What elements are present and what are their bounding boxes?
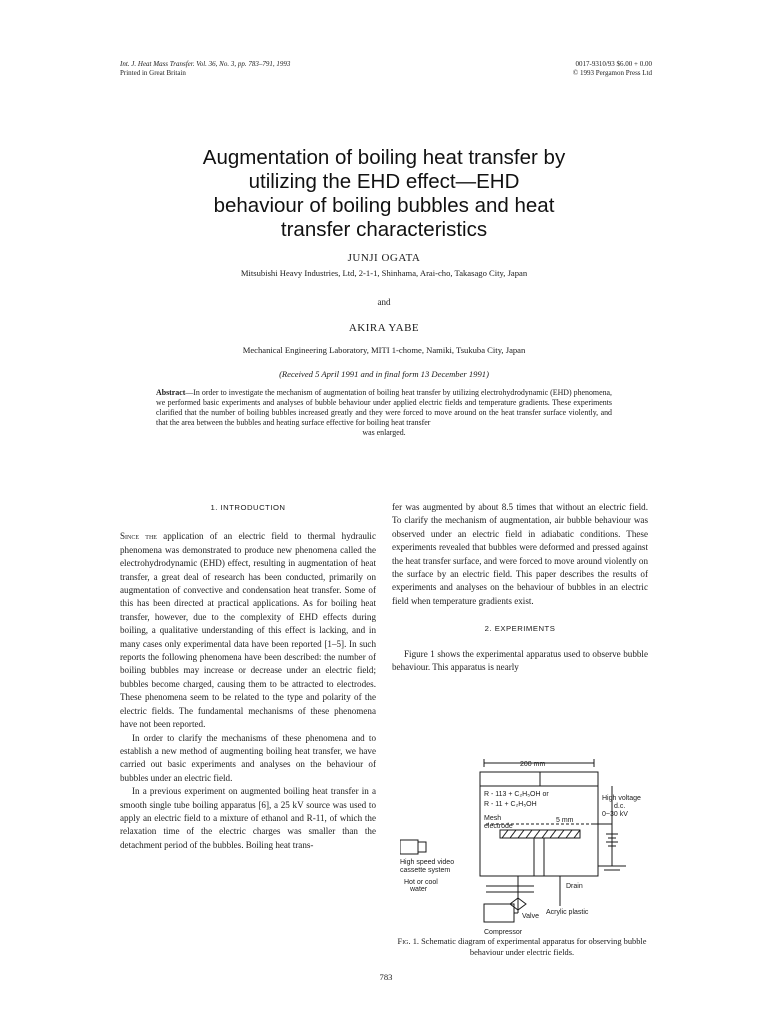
author-name: AKIRA YABE [348, 322, 420, 334]
voltage-label: d.c. [614, 803, 626, 810]
right-column [392, 501, 648, 674]
paragraph: In order to clarify the mechanisms of these phenomena and to establish a new method of augmenting boiling heat transfer, we have carried out basic experiments and analyses on the behaviour of bubbles under an electric field. [120, 732, 376, 783]
heat-transfer-surface [500, 830, 580, 838]
figure-apparatus [400, 756, 648, 940]
compressor [484, 904, 514, 922]
voltage-label: 0~30 kV [602, 811, 628, 818]
title-line: utilizing the EHD effect—EHD [248, 170, 520, 193]
abstract-body: —In order to investigate the mechanism of augmentation of boiling heat transfer by utilizing electrohydrodynamic (EHD) phenomena, we performed basic experiments and analyses of bubble behaviour under applied electric fields and temperature gradients. These experiments clarified that the number of boiling bubbles increased greatly and they were forced to move around on the heat transfer surface violently, and that the area between the bubbles and heating surface effective for boiling heat transfer [156, 388, 612, 427]
camera-label: cassette system [400, 867, 451, 874]
author-separator: and [377, 297, 391, 307]
publisher-header [573, 60, 652, 78]
voltage-label: High voltage [602, 795, 641, 802]
received-dates: (Received 5 April 1991 and in final form 13 December 1991) [279, 369, 489, 379]
drain-label: Drain [566, 883, 583, 890]
camera-label: High speed video [400, 859, 455, 866]
journal-citation: Int. J. Heat Mass Transfer. Vol. 36, No. 3, pp. 783–791, 1993 [120, 60, 291, 68]
title-line: transfer characteristics [280, 218, 488, 241]
copyright: © 1993 Pergamon Press Ltd [572, 69, 652, 77]
caption-label: Fig. 1. [397, 937, 419, 946]
paragraph: Figure 1 shows the experimental apparatus used to observe bubble behaviour. This apparatus is nearly [392, 648, 648, 673]
price-code: 0017-9310/93 $6.00 + 0.00 [575, 60, 652, 68]
page-number: 783 [379, 972, 393, 982]
camera-icon [400, 840, 418, 854]
valve-label: Valve [522, 913, 539, 920]
journal-header [120, 60, 290, 78]
apparatus-diagram [400, 756, 648, 940]
lead-in: Since the [120, 531, 157, 542]
paragraph: fer was augmented by about 8.5 times that without an electric field. To clarify the mechanism of augmentation, air bubble behaviour was observed under an electric field in adiabatic conditions. These experiments revealed that bubbles were deformed and pressed against the heat transfer surface, and were forced to move around violently on the surface by an electric field. This paper describes the results of experiments and analyses on the behaviour of bubbles in an electric field when temperature gradients exist. [392, 502, 648, 606]
dimension-label: 200 mm [520, 761, 546, 768]
paper-title [120, 146, 648, 242]
section-heading: 2. EXPERIMENTS [484, 624, 556, 634]
fluid-label: R - 113 + C₂H₅OH or [484, 791, 549, 798]
caption-text: Schematic diagram of experimental apparatus for observing bubble behaviour under electric fields. [419, 937, 647, 957]
gap-label: 5 mm [556, 817, 574, 824]
author-name: JUNJI OGATA [347, 252, 421, 264]
water-label: Hot or cool [404, 879, 438, 886]
water-label: water [410, 886, 428, 893]
print-location: Printed in Great Britain [120, 69, 186, 77]
section-heading: 1. INTRODUCTION [210, 503, 286, 512]
author-affiliation: Mechanical Engineering Laboratory, MITI 1-chome, Namiki, Tsukuba City, Japan [242, 345, 526, 355]
title-line: Augmentation of boiling heat transfer by [202, 146, 566, 169]
left-column [120, 501, 376, 852]
abstract-last-line: was enlarged. [362, 428, 406, 437]
compressor-label: Compressor [484, 929, 523, 936]
paragraph [120, 530, 376, 731]
abstract-label: Abstract [156, 388, 186, 397]
fluid-label: R - 11 + C₂H₅OH [484, 801, 537, 808]
abstract [156, 388, 612, 438]
author-affiliation: Mitsubishi Heavy Industries, Ltd, 2-1-1, Shinhama, Arai-cho, Takasago City, Japan [240, 268, 528, 278]
mesh-label: Mesh [484, 815, 502, 822]
acrylic-label: Acrylic plastic [546, 909, 589, 916]
title-line: behaviour of boiling bubbles and heat [213, 194, 555, 217]
figure-caption [392, 936, 652, 958]
paragraph-text: application of an electric field to thermal hydraulic phenomena was demonstrated to produce new phenomena called the electrohydrodynamic (EHD) effect, resulting in augmentation of heat transfer, a great deal of research has been conducted, primarily on augmentation of convective and condensation heat transfer. Some of this has been directed at practical applications. As for boiling heat transfer, however, due to the complexity of EHD effects during boiling, a qualitative understanding of this effect is lacking, and in many cases only experimental data have been reported [1–5]. In such reports the following phenomena have been described: the number of boiling bubbles may increase or decrease under an electric field; bubbles become charged, causing them to be attracted to electrodes. These phenomena seem to be related to the type and polarity of the electric fields. The fundamental mechanisms of these phenomena have not been reported. [120, 531, 376, 730]
paragraph: In a previous experiment on augmented boiling heat transfer in a smooth single tube boiling apparatus [6], a 25 kV source was used to apply an electric field to a mixture of ethanol and R-11, of which the relaxation time of the electric charges was smaller than the detachment period of the bubbles. Boiling heat trans- [120, 786, 376, 850]
mesh-label: electrode [484, 823, 513, 830]
